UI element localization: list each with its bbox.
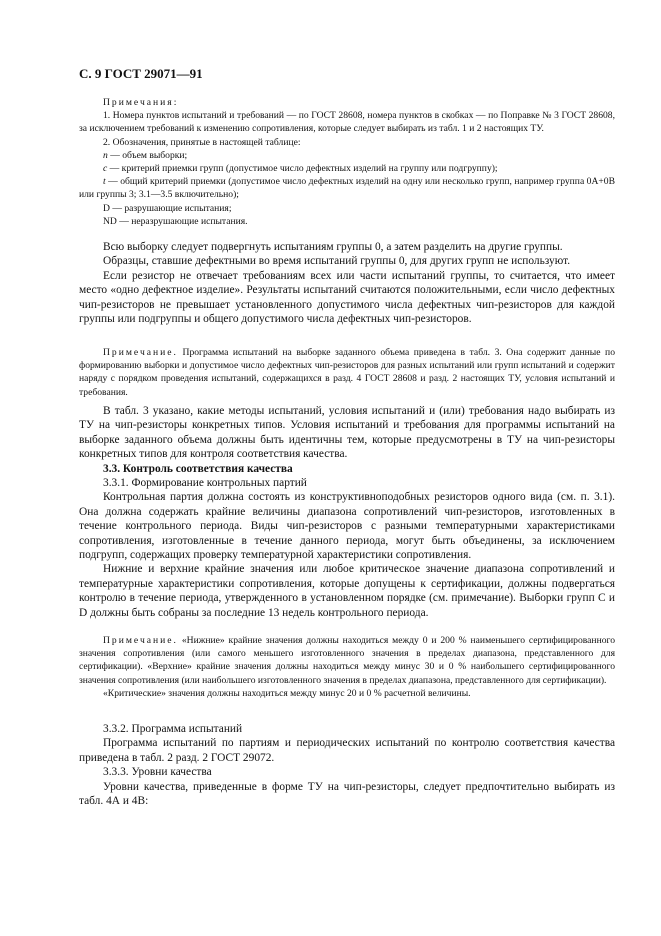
- def-nd: ND — неразрушающие испытания.: [103, 215, 248, 227]
- note-item-2: 2. Обозначения, принятые в настоящей таблице:: [103, 136, 301, 148]
- section-heading-3-3-3: 3.3.3. Уровни качества: [103, 766, 212, 779]
- paragraph: Программа испытаний по партиям и периодических испытаний по контролю соответствия качества приведена в табл. 2 разд. 2 ГОСТ 29072.: [79, 737, 615, 764]
- note-text: Программа испытаний на выборке заданного объема приведена в табл. 3. Она содержит данные по формированию выборки и допустимое число дефектных чип-резисторов для разных испытаний или групп испытаний и содержит наряду с порядком проведения испытаний, содержащихся в разд. 4 ГОСТ 28608 и разд. 2 настоящих ТУ, условия испытаний и требования.: [79, 347, 615, 398]
- paragraph: В табл. 3 указано, какие методы испытаний, условия испытаний и (или) требования надо выбирать из ТУ на чип-резисторы конкретных типов. Условия испытаний и требования для программы испытаний на выборке заданного объема должны быть идентичны тем, которые предусмотрены в ТУ на чип-резисторы конкретных типов для контроля соответствия качества.: [79, 405, 615, 461]
- paragraph: Контрольная партия должна состоять из конструктивноподобных резисторов одного вида (см. п. 3.1). Она должна содержать крайние величины диапазона сопротивлений чип-резисторов, изготовленных в течение контрольного периода. Виды чип-резисторов с разными температурными характеристиками сопротивления, изготовленные в течение данного периода, могут быть объединены, за исключением подгрупп, содержащих проверку температурной характеристики сопротивления.: [79, 491, 615, 562]
- def-text: — критерий приемки групп (допустимое число дефектных изделий на группу или подгруппу);: [107, 163, 498, 175]
- def-n: [79, 149, 615, 162]
- note-item-1: 1. Номера пунктов испытаний и требований — по ГОСТ 28608, номера пунктов в скобках — по Поправке № 3 ГОСТ 28608, за исключением требований к изменению сопротивления, которые следует выбирать из табл. 1 и 2 настоящих ТУ.: [79, 110, 615, 135]
- body-section-2: [79, 404, 615, 620]
- def-t: [79, 175, 615, 201]
- page-header: С. 9 ГОСТ 29071—91: [79, 66, 203, 81]
- notes-heading: Примечания:: [103, 97, 179, 108]
- def-symbol: n: [103, 149, 108, 161]
- def-symbol: t: [103, 176, 106, 188]
- note-paragraph: «Критические» значения должны находиться между минус 20 и 0 % расчетной величины.: [103, 687, 471, 699]
- note-heading: Примечание.: [103, 347, 178, 358]
- paragraph: Если резистор не отвечает требованиям всех или части испытаний группы, то считается, что имеет место «одно дефектное изделие». Результаты испытаний считаются положительными, если число дефектных чип-резисторов не превышает установленного допустимого числа дефектных чип-резисторов для каждой группы или подгруппы и общего допустимого числа дефектных чип-резисторов.: [79, 269, 615, 326]
- section-heading-3-3: 3.3. Контроль соответствия качества: [103, 462, 293, 475]
- section-heading-3-3-1: 3.3.1. Формирование контрольных партий: [103, 477, 307, 490]
- note-paragraph: [79, 346, 615, 399]
- paragraph: Всю выборку следует подвергнуть испытаниям группы 0, а затем разделить на другие группы.: [103, 241, 563, 253]
- def-text: — объем выборки;: [107, 149, 188, 161]
- note-block-2: [79, 346, 615, 399]
- def-c: [79, 162, 615, 175]
- paragraph: Нижние и верхние крайние значения или любое критическое значение диапазона сопротивлений и температурные характеристики сопротивления, которые допущены к сертификации, должны подвергаться контролю в течение периода, утвержденного в установленном порядке (см. примечание). Выборки групп С и D должны быть собраны за последние 13 недель контрольного периода.: [79, 563, 615, 619]
- note-block-3: [79, 634, 615, 700]
- body-section-3: [79, 722, 615, 808]
- note-paragraph: [79, 634, 615, 687]
- def-text: — общий критерий приемки (допустимое число дефектных изделий на одну или несколько групп, например группа 0А+0В или группы 3; 3.1—3.5 включительно);: [79, 176, 615, 201]
- body-section-1: [79, 240, 615, 326]
- def-d: D — разрушающие испытания;: [103, 202, 232, 214]
- note-heading: Примечание.: [103, 635, 178, 646]
- paragraph: Образцы, ставшие дефектными во время испытаний группы 0, для других групп не используют.: [103, 255, 571, 268]
- paragraph: Уровни качества, приведенные в форме ТУ на чип-резисторы, следует предпочтительно выбирать из табл. 4А и 4В:: [79, 780, 615, 808]
- section-heading-3-3-2: 3.3.2. Программа испытаний: [103, 723, 243, 735]
- def-symbol: c: [103, 163, 108, 175]
- notes-block: [79, 96, 615, 228]
- note-text: «Нижние» крайние значения должны находиться между 0 и 200 % наименьшего сертифицированного значения сопротивления (или самого меньшего изготовленного значения в пределах диапазона, представленного для сертификации). «Верхние» крайние значения должны находиться между минус 30 и 0 % наибольшего сертифицированного значения сопротивления (или наибольшего изготовленного значения в пределах диапазона, представленного для сертификации).: [79, 635, 615, 686]
